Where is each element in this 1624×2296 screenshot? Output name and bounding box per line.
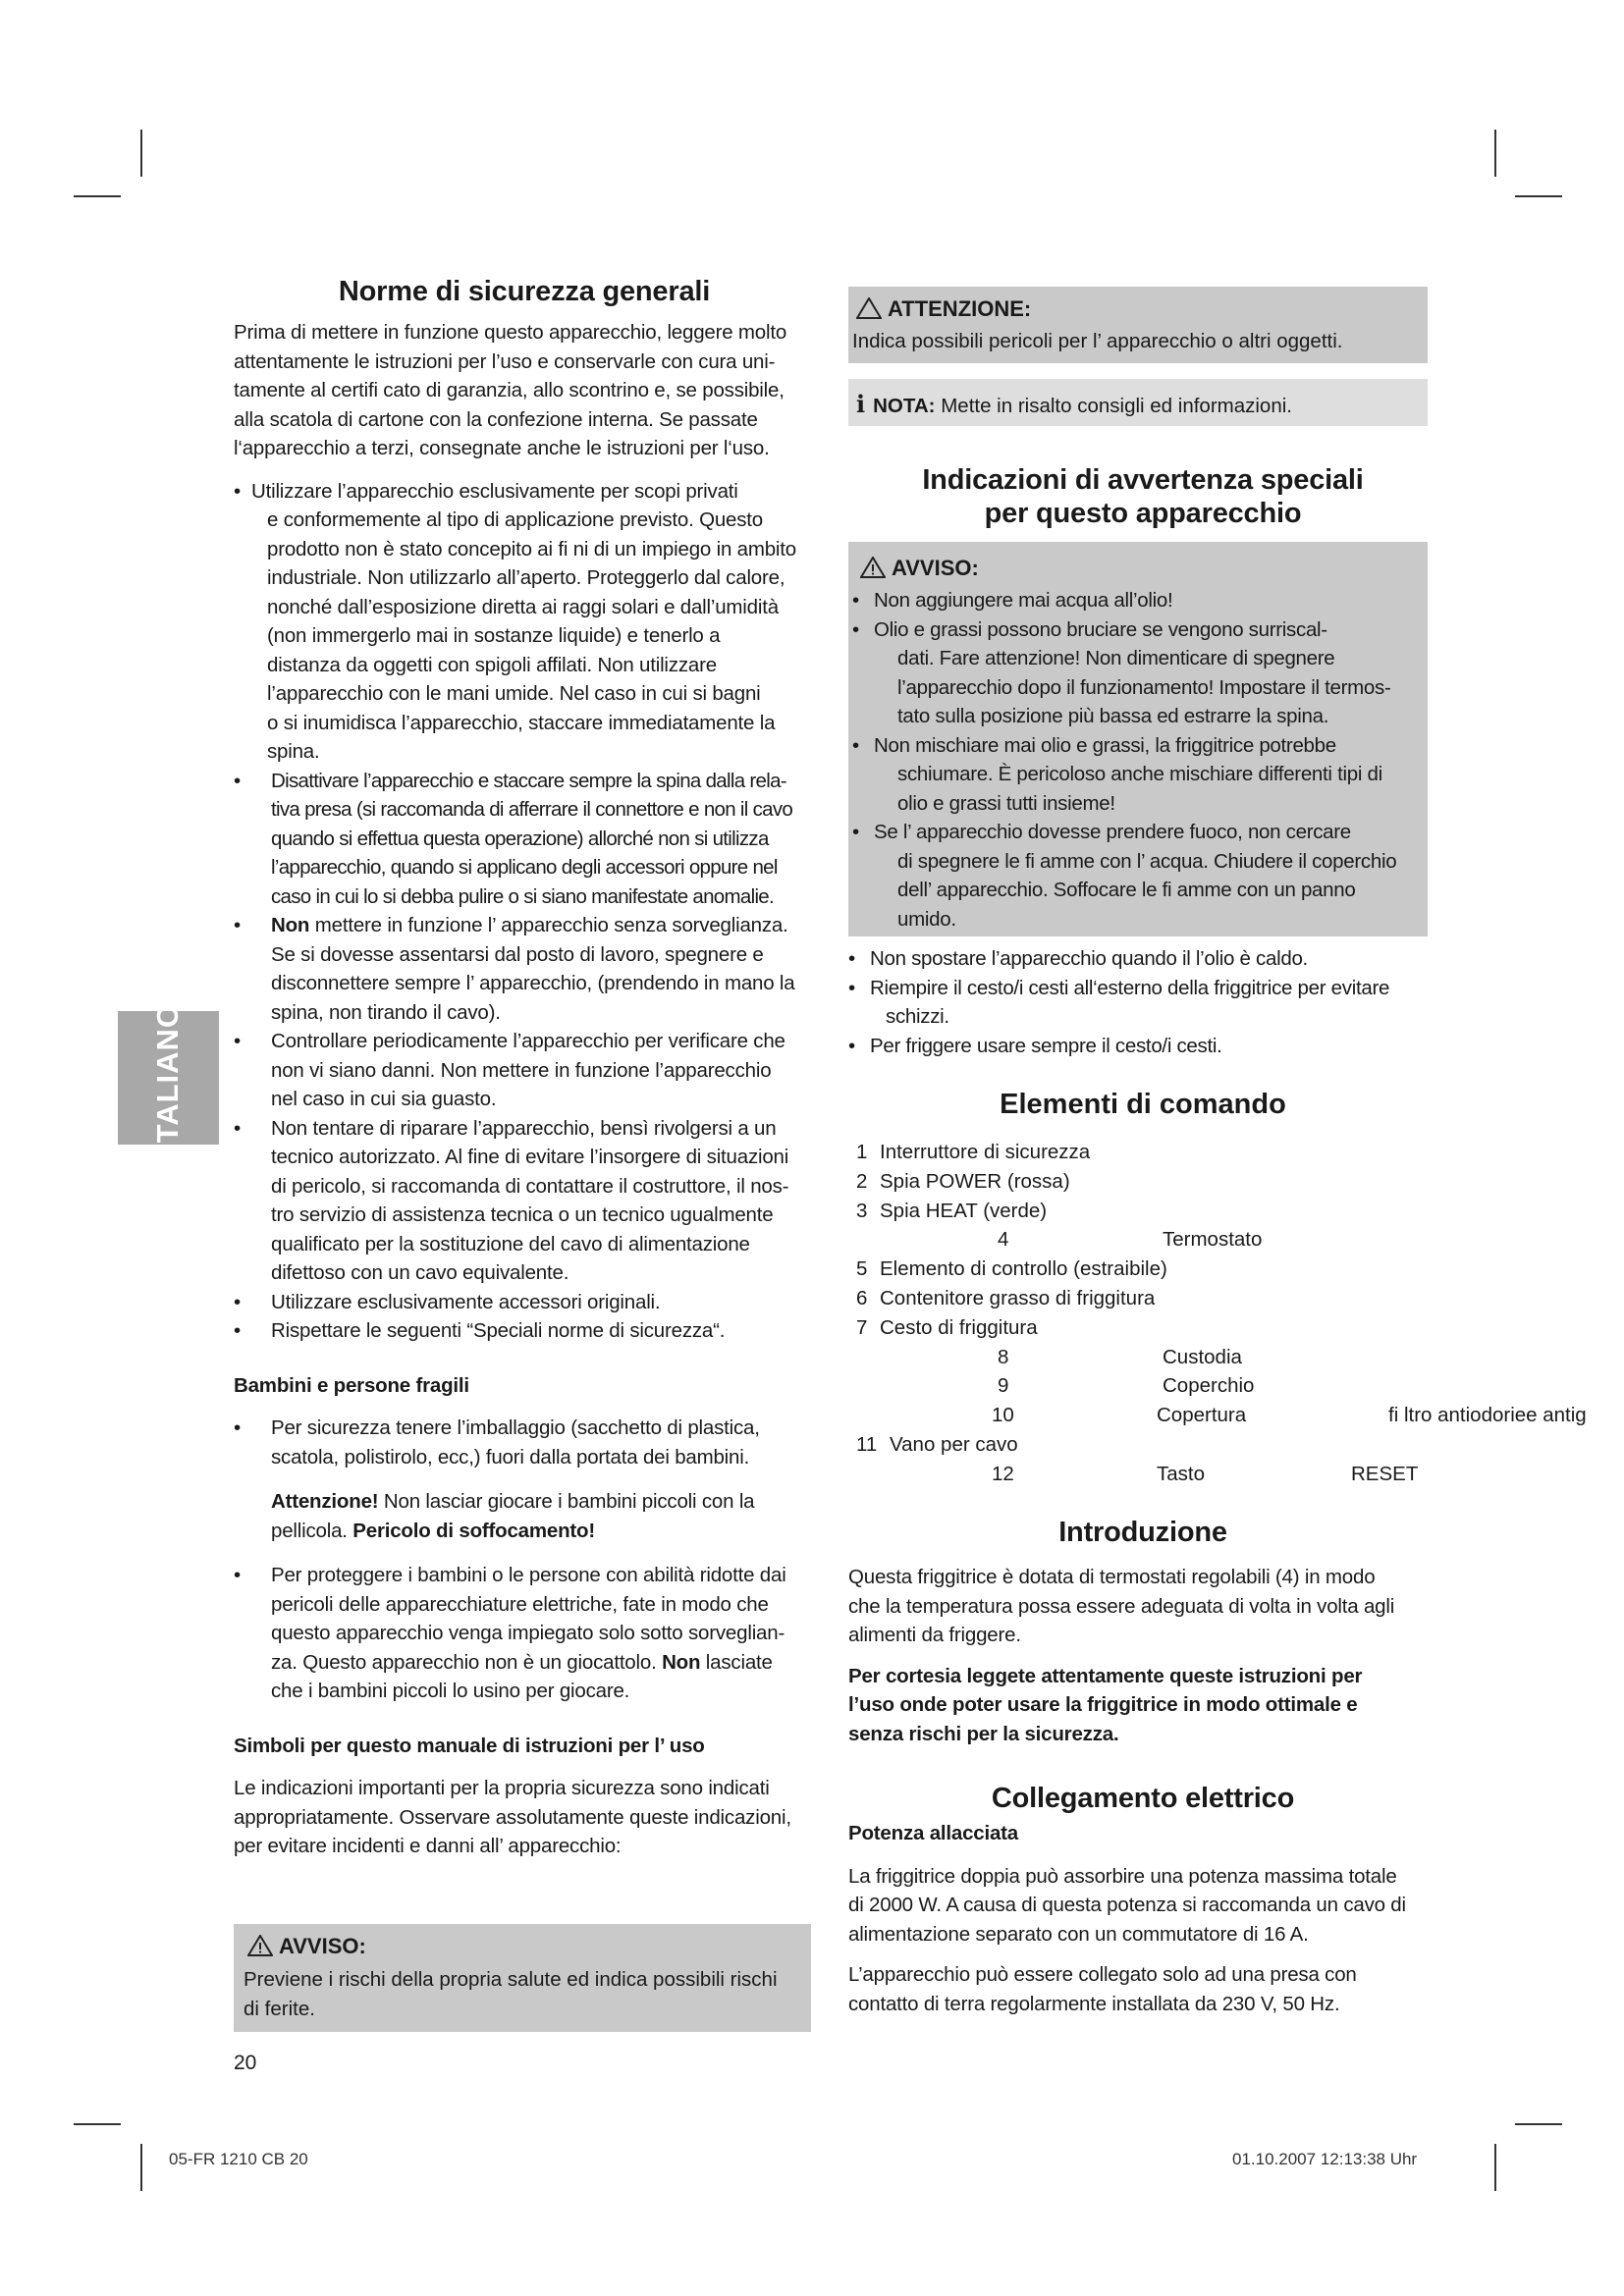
item-number: 5 [856,1257,868,1281]
text-line: alla scatola di cartone con la confezione interna. Se passate [234,407,758,431]
avviso-text [244,1965,778,2023]
avviso-label: AVVISO: [279,1934,366,1958]
text-line: di pericolo, si raccomanda di contattare il costruttore, il nos- [271,1174,789,1198]
crop-mark [74,195,121,197]
list-item [234,1288,815,1317]
crop-mark [140,130,142,177]
text-line: Per cortesia leggete attentamente queste istruzioni per [848,1664,1363,1687]
text-line: appropriatamente. Osservare assolutamente queste indicazioni, [234,1805,791,1829]
bullet-icon: • [234,1116,241,1140]
text-line: alimenti da friggere. [848,1624,1021,1646]
text-line: difettoso con un cavo equivalente. [271,1261,569,1284]
text-line: prodotto non è stato concepito ai fi ni di un impiego in ambito [267,537,796,561]
avviso-header [247,1934,366,1959]
text-line: qualificato per la sostituzione del cavo di alimentazione [271,1232,750,1255]
item-label: Spia HEAT (verde) [880,1199,1048,1222]
text-line: La friggitrice doppia può assorbire una potenza massima totale [848,1864,1397,1888]
item-number: 9 [998,1374,1009,1398]
nota-text: Mette in risalto consigli ed informazioni. [935,395,1292,417]
item-label: Cesto di friggitura [880,1315,1038,1339]
info-icon: i [856,390,866,418]
intro-section [848,1516,1437,2018]
text-line: Olio e grassi possono bruciare se vengono surriscal- [874,617,1327,641]
text-line: che i bambini piccoli lo usino per giocare. [271,1680,630,1702]
bullet-icon: • [234,1564,241,1586]
avviso-header [860,556,979,581]
socket-text [848,1960,1437,2018]
text-line: disconnettere sempre l’ apparecchio, (prendendo in mano la [271,972,795,994]
avviso-bullets [852,586,1426,934]
emphasis-non: Non [662,1650,701,1674]
text-line: Non tentare di riparare l’apparecchio, bensì rivolgersi a un [271,1116,777,1140]
text-line: alimentazione separato con un commutatore di 16 A. [848,1922,1309,1946]
text-line: e conformemente al tipo di applicazione previsto. Questo [267,508,764,531]
warning-icon [247,1935,273,1956]
bullet-icon: • [852,733,859,757]
subheading-symbols: Simboli per questo manuale di istruzioni per l’ uso [234,1734,705,1757]
text-line: l’apparecchio, quando si applicano degli accessori oppure nel [271,856,778,879]
bullet-icon: • [234,914,241,936]
item-label: Coperchio [1163,1374,1255,1398]
text-line: tiva presa (si raccomanda di afferrare il connettore e non il cavo [271,798,793,821]
item-label: Vano per cavo [890,1432,1018,1456]
bullet-icon: • [234,1416,241,1439]
item-number: 2 [856,1169,868,1193]
text-line: quando si effettua questa operazione) allorché non si utilizza [271,827,769,850]
list-item [856,1138,1593,1167]
crop-mark [1494,130,1496,177]
list-item [856,1167,1593,1197]
text-line: umido. [897,907,956,931]
text-line: Riempire il cesto/i cesti all‘esterno della friggitrice per evitare [870,976,1390,999]
language-tab [118,1002,219,1153]
subheading-children: Bambini e persone fragili [234,1373,469,1397]
section-title-general-safety: Norme di sicurezza generali [338,276,711,307]
danger-label: Pericolo di soffocamento! [352,1519,595,1542]
text-line: Se si dovesse assentarsi dal posto di lavoro, spegnere e [271,942,764,966]
text-line: dell’ apparecchio. Soffocare le fi amme con un panno [897,879,1356,901]
item-number: 6 [856,1286,868,1309]
list-item [856,1225,1593,1255]
text-line: industriale. Non utilizzarlo all’aperto. Proteggerlo dal calore, [267,566,785,589]
item-label: Elemento di controllo (estraibile) [880,1257,1167,1281]
text-run: mettere in funzione l’ apparecchio senza sorveglianza. [309,914,788,936]
text-line: questo apparecchio venga impiegato solo sotto sorveglian- [271,1622,785,1644]
text-line: (non immergerlo mai in sostanze liquide) e tenerlo a [267,624,721,647]
text-line: Utilizzare esclusivamente accessori originali. [271,1290,661,1313]
text-line: tato sulla posizione più bassa ed estrarre la spina. [897,705,1329,727]
text-line: Utilizzare l’apparecchio esclusivamente per scopi privati [251,479,738,503]
list-item [852,818,1426,934]
list-item [234,1114,815,1288]
list-item [852,615,1426,731]
item-number: 1 [856,1141,868,1163]
plain-bullets [848,944,1437,1060]
list-item [234,1027,815,1114]
text-line: di ferite. [244,1997,315,2020]
list-item [234,1316,815,1346]
list-item [234,1414,815,1471]
warning-icon [860,557,886,578]
crop-mark [74,2123,121,2125]
text-line: l‘apparecchio a terzi, consegnate anche le istruzioni per l‘uso. [234,437,770,459]
section-title-intro: Introduzione [1058,1517,1227,1548]
text-line: Rispettare le seguenti “Speciali norme di sicurezza“. [271,1319,726,1342]
children-bullets [234,1414,815,1471]
left-column [234,275,815,1861]
bullet-icon: • [848,947,855,970]
list-item [848,944,1437,974]
item-number: 10 [992,1404,1014,1427]
item-number: 11 [856,1432,878,1456]
attention-note [234,1487,815,1545]
text-line: tecnico autorizzato. Al fine di evitare l’insorgere di situazioni [271,1146,789,1168]
list-item [856,1430,1593,1460]
text-line: che la temperatura possa essere adeguata di volta in volta agli [848,1594,1395,1618]
text-line: per evitare incidenti e danni all’ apparecchio: [234,1835,622,1857]
item-number: 4 [998,1228,1009,1252]
crop-mark [1515,195,1562,197]
bullet-icon: • [234,479,241,503]
text-line: nel caso in cui sia guasto. [271,1088,497,1110]
page-number: 20 [234,2052,257,2074]
text-line: di 2000 W. A causa di questa potenza si raccomanda un cavo di [848,1894,1406,1916]
list-item [234,1561,815,1706]
item-label: Termostato [1163,1228,1263,1252]
text-run: lasciate [700,1650,773,1674]
text-line [271,1517,815,1546]
text-line: Le indicazioni importanti per la propria sicurezza sono indicati [234,1777,770,1799]
bullet-icon: • [234,769,241,792]
text-line: Non spostare l’apparecchio quando il l’olio è caldo. [870,947,1308,970]
title-line: per questo apparecchio [984,498,1302,529]
crop-mark [140,2144,142,2191]
text-run: za. Questo apparecchio non è un giocattolo. [271,1650,663,1674]
attenzione-header [856,296,1031,322]
footer-left: 05-FR 1210 CB 20 [169,2150,308,2168]
item-label: Spia POWER (rossa) [880,1169,1070,1193]
text-line: Per proteggere i bambini o le persone con abilità ridotte dai [271,1564,786,1586]
text-line: Se l’ apparecchio dovesse prendere fuoco, non cercare [874,821,1351,843]
text-line: schiumare. È pericoloso anche mischiare differenti tipi di [897,763,1382,785]
text-line: Prima di mettere in funzione questo apparecchio, leggere molto [234,321,787,344]
safety-bullets [234,477,815,1346]
crop-mark [1515,2123,1562,2125]
list-item [852,731,1426,819]
list-item [234,477,815,767]
text-line: L’apparecchio può essere collegato solo ad una presa con [848,1963,1357,1986]
avviso-box [234,1924,811,2032]
section-title-controls: Elementi di comando [1000,1089,1286,1120]
list-item [234,911,815,1027]
text-line: attentamente le istruzioni per l’uso e conservarle con cura uni- [234,349,776,373]
emphasis-non: Non [271,914,310,936]
avviso-label: AVVISO: [892,556,979,580]
item-number: 7 [856,1315,868,1339]
list-item [848,974,1437,1032]
text-line: distanza da oggetti con spigoli affilati. Non utilizzare [267,653,717,676]
text-line: senza rischi per la sicurezza. [848,1722,1119,1745]
bullet-icon: • [234,1319,241,1342]
list-item [856,1313,1593,1343]
text-line: tamente al certifi cato di garanzia, allo scontrino e, se possibile, [234,379,785,401]
language-tab-label: ITALIANO [150,1002,185,1153]
text-line: Disattivare l’apparecchio e staccare sempre la spina dalla rela- [271,769,786,792]
list-item [856,1371,1593,1401]
intro-bold-note [848,1662,1437,1749]
text-line [271,911,815,940]
subheading-power: Potenza allacciata [848,1822,1019,1844]
list-item [856,1343,1593,1372]
text-line: dati. Fare attenzione! Non dimenticare di spegnere [897,647,1335,669]
text-line: l’uso onde poter usare la friggitrice in modo ottimale e [848,1693,1358,1716]
bullet-icon: • [852,821,859,843]
right-column [848,463,1437,530]
item-label: Tasto [1157,1462,1205,1485]
list-item [856,1401,1593,1430]
text-line: Questa friggitrice è dotata di termostati regolabili (4) in modo [848,1566,1376,1588]
title-line: Indicazioni di avvertenza speciali [922,464,1364,496]
text-line: tro servizio di assistenza tecnica o un tecnico ugualmente [271,1203,774,1226]
item-number: 8 [998,1345,1009,1368]
text-line: scatola, polistirolo, ecc,) fuori dalla portata dei bambini. [271,1445,750,1468]
crop-mark [1494,2144,1496,2191]
list-item [234,767,815,912]
bullet-icon: • [852,589,859,612]
warning-icon [856,297,882,319]
list-item [856,1460,1593,1489]
text-line: nonché dall’esposizione diretta ai raggi solari e dall’umidità [267,595,779,618]
attention-label: Attenzione! [271,1490,379,1513]
item-number: 3 [856,1199,868,1222]
item-label: Contenitore grasso di friggitura [880,1286,1156,1309]
text-line: l’apparecchio dopo il funzionamento! Impostare il termos- [897,675,1391,699]
bullet-icon: • [234,1290,241,1313]
attenzione-label: ATTENZIONE: [888,296,1032,321]
list-item [856,1197,1593,1226]
list-item [852,586,1426,615]
section-title-special [848,463,1437,530]
bullet-icon: • [848,1034,855,1057]
item-label: Interruttore di sicurezza [880,1141,1091,1163]
power-text [848,1862,1437,1949]
text-line: non vi siano danni. Non mettere in funzione l’apparecchio [271,1058,772,1082]
item-label: Copertura [1157,1404,1247,1427]
list-item [856,1284,1593,1313]
attenzione-text: Indica possibili pericoli per l’ apparecchio o altri oggetti. [852,330,1343,352]
text-line: caso in cui lo si debba pulire o si siano manifestate anomalie. [271,884,774,908]
list-item [848,1032,1437,1061]
section-title-electrical: Collegamento elettrico [991,1783,1295,1814]
text-line: l’apparecchio con le mani umide. Nel caso in cui si bagni [267,682,761,705]
symbols-text [234,1774,815,1861]
nota-line [856,390,1292,418]
text-line: pericoli delle apparecchiature elettriche, fate in modo che [271,1592,769,1616]
general-safety-intro [234,318,815,463]
special-avviso-box [848,542,1428,936]
item-label: Custodia [1163,1345,1242,1368]
children-bullets-2 [234,1561,815,1706]
text-line: contatto di terra regolarmente installata da 230 V, 50 Hz. [848,1992,1340,2015]
text-line: schizzi. [886,1005,949,1028]
text-line: olio e grassi tutti insieme! [897,791,1115,815]
attenzione-box [848,287,1428,363]
bullet-icon: • [848,976,855,999]
text-line: o si inumidisca l’apparecchio, staccare immediatamente la [267,711,776,734]
text-line: di spegnere le fi amme con l’ acqua. Chiudere il coperchio [897,849,1397,873]
nota-box [848,379,1428,426]
text-line [271,1487,815,1517]
text-line: Per friggere usare sempre il cesto/i cesti. [870,1034,1222,1057]
text-line [271,1648,815,1678]
text-line: spina. [267,740,320,763]
list-item [856,1255,1593,1284]
text-line: Per sicurezza tenere l’imballaggio (sacchetto di plastica, [271,1416,760,1439]
text-run: Non lasciar giocare i bambini piccoli con la [378,1490,755,1513]
bullet-icon: • [234,1030,241,1052]
text-line: Non mischiare mai olio e grassi, la friggitrice potrebbe [874,733,1336,757]
bullet-icon: • [852,617,859,641]
text-line: spina, non tirando il cavo). [271,1000,501,1024]
item-extra: RESET [1351,1462,1419,1485]
item-extra: fi ltro antiodoriee antig [1388,1404,1587,1427]
item-number: 12 [992,1462,1014,1485]
text-line: Previene i rischi della propria salute ed indica possibili rischi [244,1968,778,1991]
text-line: Non aggiungere mai acqua all’olio! [874,589,1173,612]
nota-label: NOTA: [873,395,936,417]
controls-list [856,1138,1593,1489]
text-run: pellicola. [271,1519,353,1542]
text-line: Controllare periodicamente l’apparecchio per verificare che [271,1030,785,1052]
footer-right: 01.10.2007 12:13:38 Uhr [1232,2150,1418,2168]
